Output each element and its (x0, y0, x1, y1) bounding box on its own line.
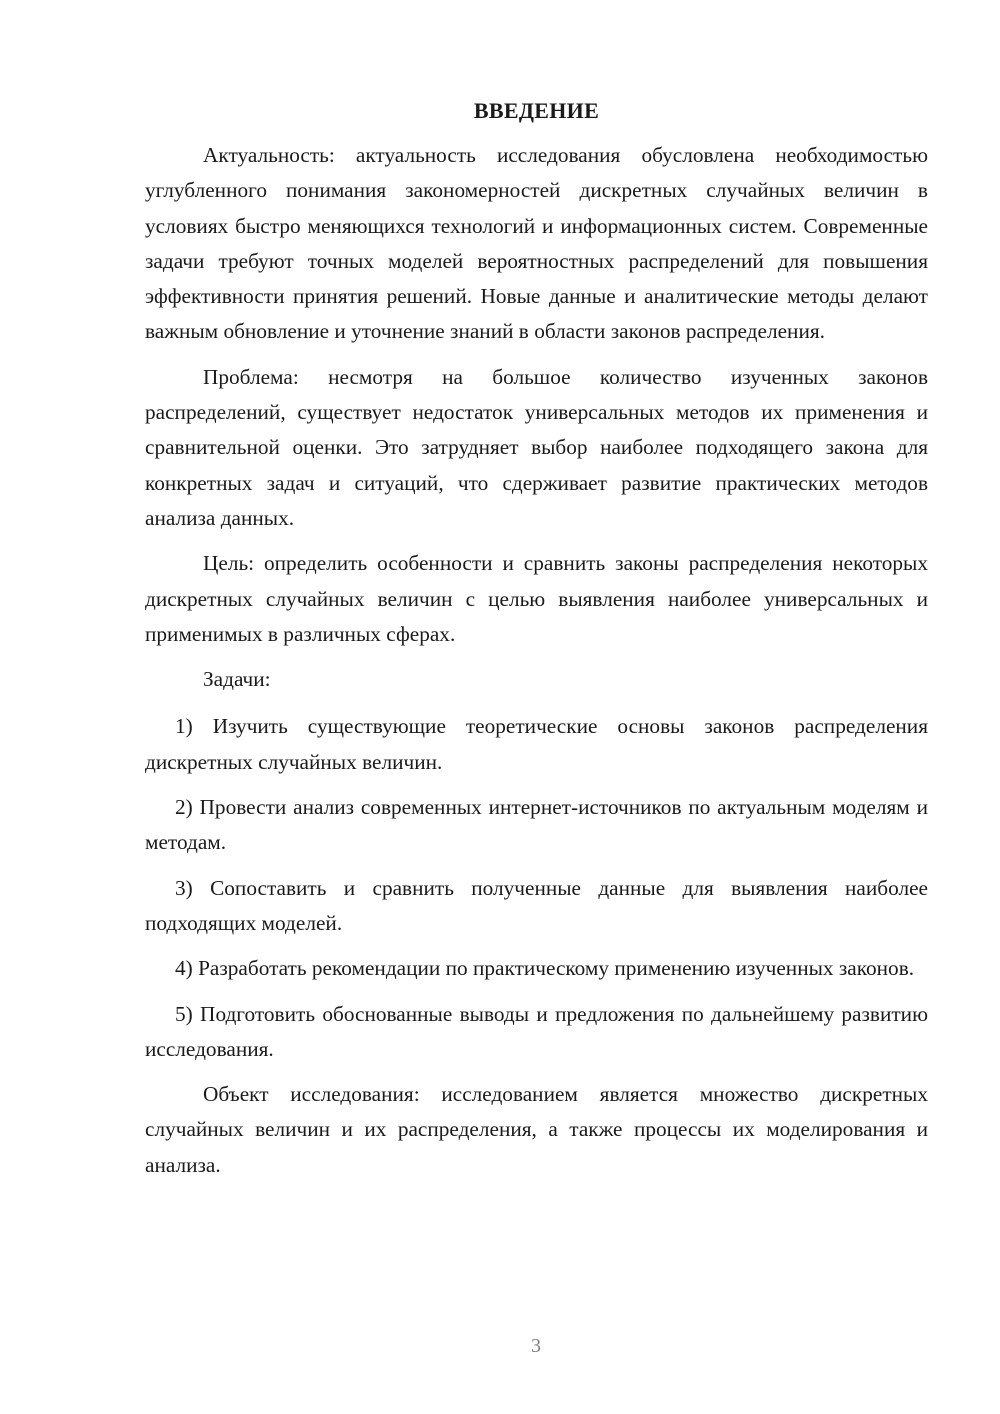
task-item-1: 1) Изучить существующие теоретические основы законов распределения дискретных случайных величин. (145, 714, 928, 774)
relevance-paragraph: Актуальность: актуальность исследования обусловлена необходимостью углубленного понимания закономерностей дискретных случайных величин в условиях быстро меняющихся технологий и информационных систем. Современные задачи требуют точных моделей вероятностных распределений для повышения эффективности принятия решений. Новые данные и аналитические методы делают важным обновление и уточнение знаний в области законов распределения. (145, 143, 928, 344)
task-item-2: 2) Провести анализ современных интернет-источников по актуальным моделям и методам. (145, 795, 928, 855)
task-item-5: 5) Подготовить обоснованные выводы и предложения по дальнейшему развитию исследования. (145, 1001, 928, 1061)
task-item-4: 4) Разработать рекомендации по практическому применению изученных законов. (175, 956, 915, 981)
page-number: 3 (531, 1335, 541, 1357)
goal-paragraph: Цель: определить особенности и сравнить законы распределения некоторых дискретных случайных величин с целью выявления наиболее универсальных и применимых в различных сферах. (145, 551, 928, 646)
task-item-3: 3) Сопоставить и сравнить полученные данные для выявления наиболее подходящих моделей. (145, 875, 928, 935)
object-paragraph: Объект исследования: исследованием является множество дискретных случайных величин и их распределения, а также процессы их моделирования и анализа. (145, 1082, 928, 1177)
section-title: ВВЕДЕНИЕ (473, 98, 600, 123)
problem-paragraph: Проблема: несмотря на большое количество изученных законов распределений, существует недостаток универсальных методов их применения и сравнительной оценки. Это затрудняет выбор наиболее подходящего закона для конкретных задач и ситуаций, что сдерживает развитие практических методов анализа данных. (145, 364, 928, 530)
tasks-label: Задачи: (203, 667, 271, 692)
document-page (145, 96, 928, 1193)
